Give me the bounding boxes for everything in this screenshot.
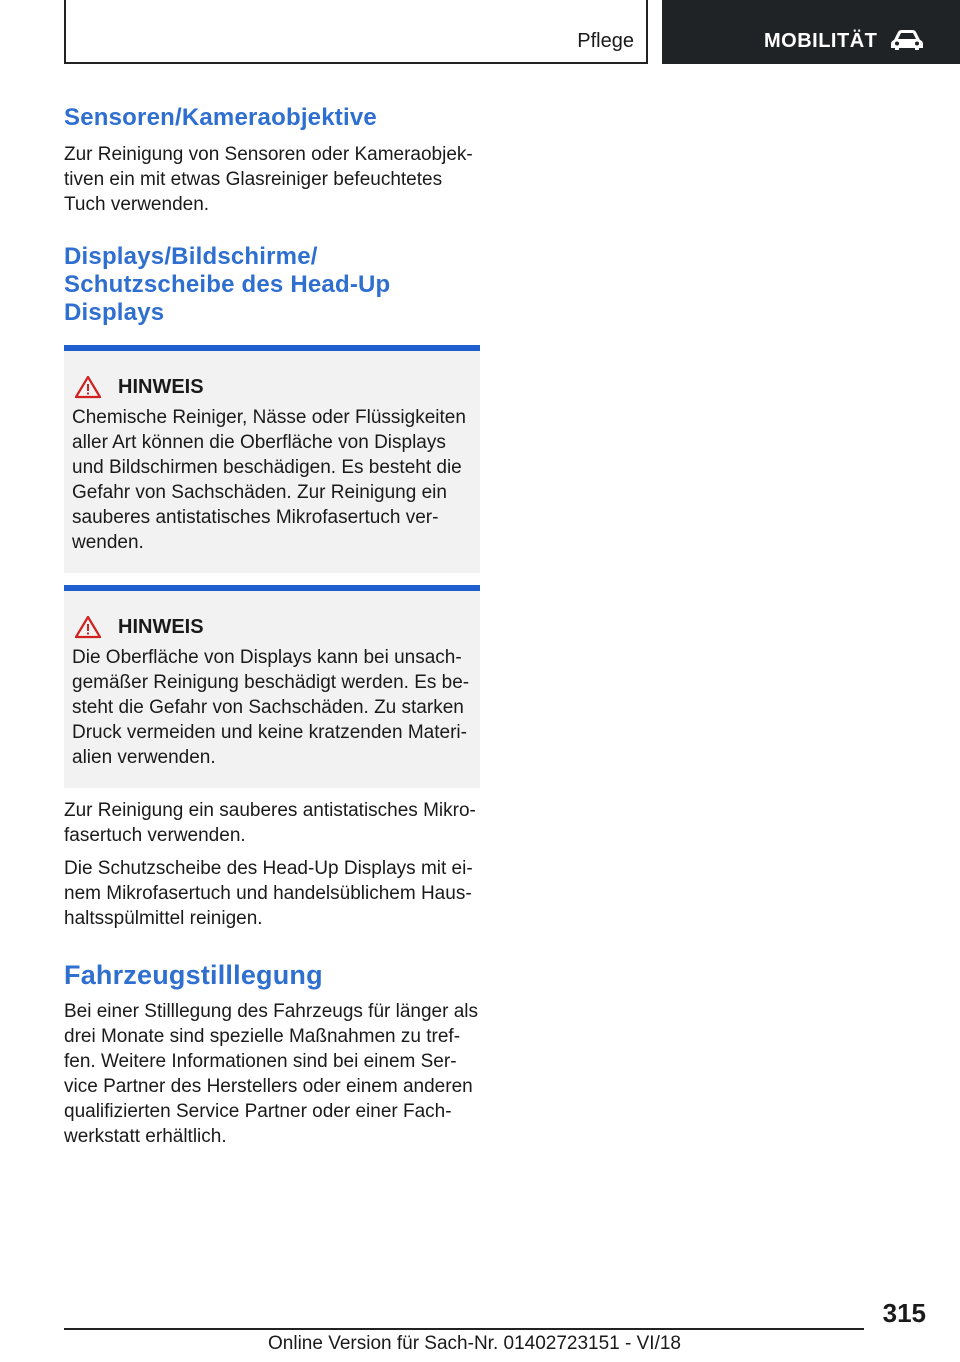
heading-vehicle-storage: Fahrzeugstilllegung (64, 960, 323, 990)
running-header (64, 0, 648, 64)
page-number: 315 (882, 1298, 926, 1328)
heading-displays-line-2: Schutzscheibe des Head-Up (64, 271, 391, 298)
page-content (64, 100, 480, 1149)
paragraph-microfiber: Zur Reinigung ein sauberes antistatisches Mikrofasertuch verwenden. (64, 800, 476, 846)
warning-triangle-icon (74, 375, 102, 399)
notice-body: Die Oberfläche von Displays kann bei unsachgemäßer Reinigung beschädigt werden. Es besteht die Gefahr von Sachschäden. Zu starken Druck vermeiden und keine kratzenden Materialien verwenden. (72, 647, 470, 768)
notice-box-1 (64, 345, 480, 573)
paragraph-headup-cleaning: Die Schutzscheibe des Head-Up Displays mit einem Mikrofasertuch und handelsüblichem Haushaltsspülmittel reinigen. (64, 858, 473, 929)
footer-divider (64, 1328, 864, 1330)
heading-displays (64, 243, 480, 327)
header-section-title: Pflege (577, 30, 634, 52)
notice-body: Chemische Reiniger, Nässe oder Flüssigkeiten aller Art können die Oberfläche von Displays und Bildschirmen beschädigen. Es besteht die Gefahr von Sachschäden. Zur Reinigung ein sauberes antistatisches Mikrofasertuch verwenden. (72, 407, 466, 553)
paragraph-sensors: Zur Reinigung von Sensoren oder Kameraobjektiven ein mit etwas Glasreiniger befeuchtetes Tuch verwenden. (64, 144, 473, 215)
paragraph-vehicle-storage: Bei einer Stilllegung des Fahrzeugs für länger als drei Monate sind spezielle Maßnahmen zu treffen. Weitere Informationen sind bei einem Service Partner des Herstellers oder einem anderen qualifizierten Service Partner oder einer Fachwerkstatt erhältlich. (64, 1001, 479, 1147)
notice-title: HINWEIS (118, 615, 204, 638)
warning-triangle-icon (74, 615, 102, 639)
heading-displays-line-3: Displays (64, 299, 165, 326)
heading-sensors: Sensoren/Kameraobjektive (64, 104, 377, 131)
notice-box-2 (64, 585, 480, 788)
notice-title: HINWEIS (118, 375, 204, 398)
footer-version: Online Version für Sach-Nr. 01402723151 - VI/18 (268, 1333, 681, 1354)
heading-displays-line-1: Displays/Bildschirme/ (64, 243, 318, 270)
chapter-tab (662, 0, 960, 64)
car-icon (890, 28, 924, 52)
chapter-title: MOBILITÄT (764, 30, 878, 52)
